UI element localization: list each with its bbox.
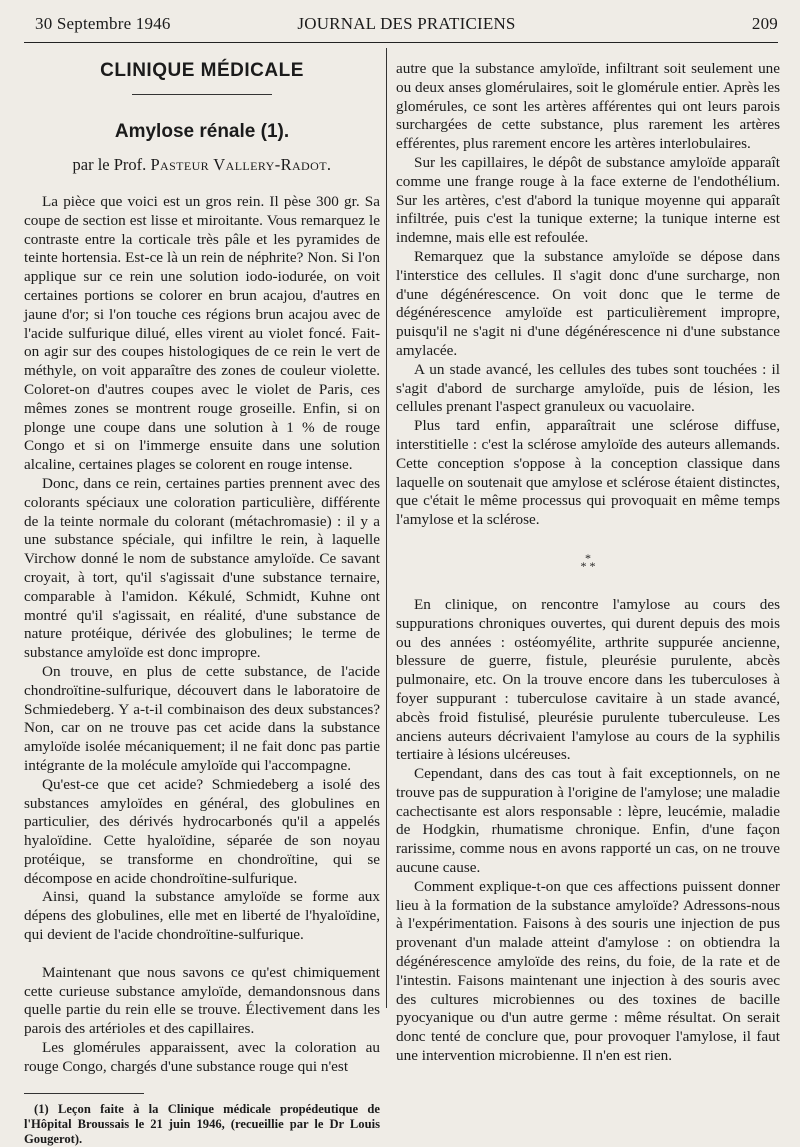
header-rule <box>24 42 778 43</box>
paragraph: Cependant, dans des cas tout à fait exceptionnels, on ne trouve pas de suppuration à l'origine de l'amylose; une maladie cachectisante est alors responsable : lèpre, leucémie, maladie de Hodgkin, rhumatisme chronique. Enfin, d'une façon rarissime, comme nous en avons rapporté un cas, on ne trouve aucune cause. <box>396 765 780 877</box>
section-title: CLINIQUE MÉDICALE <box>100 60 304 81</box>
journal-title: JOURNAL DES PRATICIENS <box>297 14 516 33</box>
left-column <box>24 56 380 1147</box>
paragraph: autre que la substance amyloïde, infiltrant soit seulement une ou deux anses glomérulaires, soit le glomérule entier. Après les glomérules, ce sont les artères afférentes qui ont leurs parois surchargées de cette substance, plus rarement les artères efférentes, plus rarement encore les artères interlobulaires. <box>396 60 780 153</box>
paragraph: Plus tard enfin, apparaîtrait une sclérose diffuse, interstitielle : c'est la sclérose amyloïde des auteurs allemands. Cette conception s'oppose à la conception classique dans laquelle on soutenait que amylose et sclérose étaient distinctes, que c'était le même processus qui provoquait en même temps l'amylose et la sclérose. <box>396 417 780 529</box>
paragraph: On trouve, en plus de cette substance, de l'acide chondroïtine-sulfurique, découvert dans le laboratoire de Schmiedeberg. Y a-t-il combinaison des deux substances? Non, car on ne trouve pas cet acide dans la substance amyloïde isolée mécaniquement; il ne fait donc pas partie intégrante de la molécule amyloïde qui l'accompagne. <box>24 662 380 774</box>
paragraph: Donc, dans ce rein, certaines parties prennent avec des colorants spéciaux une coloration particulière, différente de la teinte normale du colorant (métachromasie) : il y a une substance spéciale, qui infiltre le rein, à laquelle Virchow donné le nom de substance amyloïde. Ce savant croyait, à tort, qu'il s'agissait d'une substance ternaire, comparable à l'amidon. Kékulé, Schmidt, Kuhne ont montré qu'il s'agissait, en réalité, d'une substance de nature protéique, dérivée des globulines; le terme de substance amyloïde est donc impropre. <box>24 474 380 662</box>
article-title: Amylose rénale (1). <box>114 121 290 142</box>
right-column <box>396 60 780 1066</box>
paragraph: Les glomérules apparaissent, avec la coloration au rouge Congo, chargés d'une substance rouge qui n'est <box>24 1039 380 1075</box>
author-name: Pasteur Vallery-Radot. <box>150 155 332 174</box>
footnote-rule <box>24 1093 144 1094</box>
paragraph: Sur les capillaires, le dépôt de substance amyloïde apparaît comme une frange rouge à la face externe de l'endothélium. Sur les artères, c'est d'abord la tunique moyenne qui apparaît infiltrée, puis c'est la tunique externe; la tunique interne est indemne, mais elle est refoulée. <box>396 153 780 247</box>
paragraph: La pièce que voici est un gros rein. Il pèse 300 gr. Sa coupe de section est lisse et miroitante. Vous remarquez le contraste entre la corticale très pâle et les pyramides de teinte hortensia. Est-ce là un rein de néphrite? Non. Si l'on applique sur ce rein une solution iodo-iodurée, on voit certaines portions se colorer en brun acajou, d'autres en jaune d'or; si l'on touche ces régions brun acajou avec de l'acide sulfurique dilué, elles virent au violet foncé. Fait-on agir sur des coupes histologiques de ce rein le vert de méthyle, on voit apparaître des zones de couleur violette. Coloret-on d'autres coupes avec le violet de Paris, ces mêmes zones se montrent rouge groseille. Enfin, si on plonge une coupe dans une solution à 1 % de rouge Congo et si on l'immerge ensuite dans une solution alcaline, certaines plages se colorent en rouge intense. <box>24 193 380 474</box>
issue-date: 30 Septembre 1946 <box>35 14 171 33</box>
paragraph: A un stade avancé, les cellules des tubes sont touchées : il s'agit d'abord de surcharge amyloïde, puis de lésion, les cellules prenant l'aspect granuleux ou vacuolaire. <box>396 360 780 416</box>
footnote: (1) Leçon faite à la Clinique médicale propédeutique de l'Hôpital Broussais le 21 juin 1946, (recueillie par le Dr Louis Gougerot). <box>24 1101 380 1146</box>
running-header <box>35 14 778 38</box>
title-rule <box>132 94 272 95</box>
byline <box>24 155 380 175</box>
section-break-asterism: * * * <box>580 550 596 573</box>
column-divider <box>386 48 387 1008</box>
paragraph: En clinique, on rencontre l'amylose au cours des suppurations chroniques ouvertes, qui durent depuis des mois ou des années : ostéomyélite, arthrite suppurée ancienne, blessure de guerre, fistule, pleurésie purulente, abcès pulmonaire, etc. On la trouve encore dans les tuberculoses à foyer suppurant : tuberculose cavitaire à un stade avancé, abcès froid fistulisé, pleurésie purulente tuberculeuse. Les anciens auteurs décrivaient l'amylose au cours de la syphilis tertiaire à lésions ulcéreuses. <box>396 595 780 764</box>
paragraph: Qu'est-ce que cet acide? Schmiedeberg a isolé des substances amyloïdes en général, des globulines en particulier, des dérivés hydrocarbonés qu'il a appelés hyaloïdine. Cette hyaloïdine, séparée de son noyau protéique, se transforme en chondroïtine, qui se décompose en acide chondroïtine-sulfurique. <box>24 775 380 887</box>
paragraph: Maintenant que nous savons ce qu'est chimiquement cette curieuse substance amyloïde, demandonsnous dans quelle partie du rein elle se trouve. Électivement dans les parois des artérioles et des capillaires. <box>24 963 380 1038</box>
paragraph: Comment explique-t-on que ces affections puissent donner lieu à la formation de la substance amyloïde? Adressons-nous à l'expérimentation. Faisons à des souris une injection de pus provenant d'un malade atteint d'amylose : on obtiendra la dégénérescence amyloïde des reins, du foie, de la rate et de l'intestin. Faisons maintenant une injection à des souris avec des cultures microbiennes ou des toxines de bacille pyocyanique ou d'un autre germe : même résultat. On serait donc tenté de conclure que, pour provoquer l'amylose, il faut une intervention microbienne. Il n'en est rien. <box>396 877 780 1065</box>
paragraph: Remarquez que la substance amyloïde se dépose dans l'interstice des cellules. Il s'agit donc d'une surcharge, non d'une dégénérescence. On voit donc que le terme de dégénérescence amyloïde est particulièrement impropre, puisqu'il ne s'agit ni d'une dégénérescence ni d'une substance amylacée. <box>396 247 780 359</box>
page-number: 209 <box>751 14 778 33</box>
paragraph-gap <box>24 945 380 964</box>
byline-prefix: par le Prof. <box>72 155 151 174</box>
paragraph: Ainsi, quand la substance amyloïde se forme aux dépens des globulines, elle met en liberté de l'hyaloïdine, qui devient de l'acide chondroïtine-sulfurique. <box>24 888 380 944</box>
